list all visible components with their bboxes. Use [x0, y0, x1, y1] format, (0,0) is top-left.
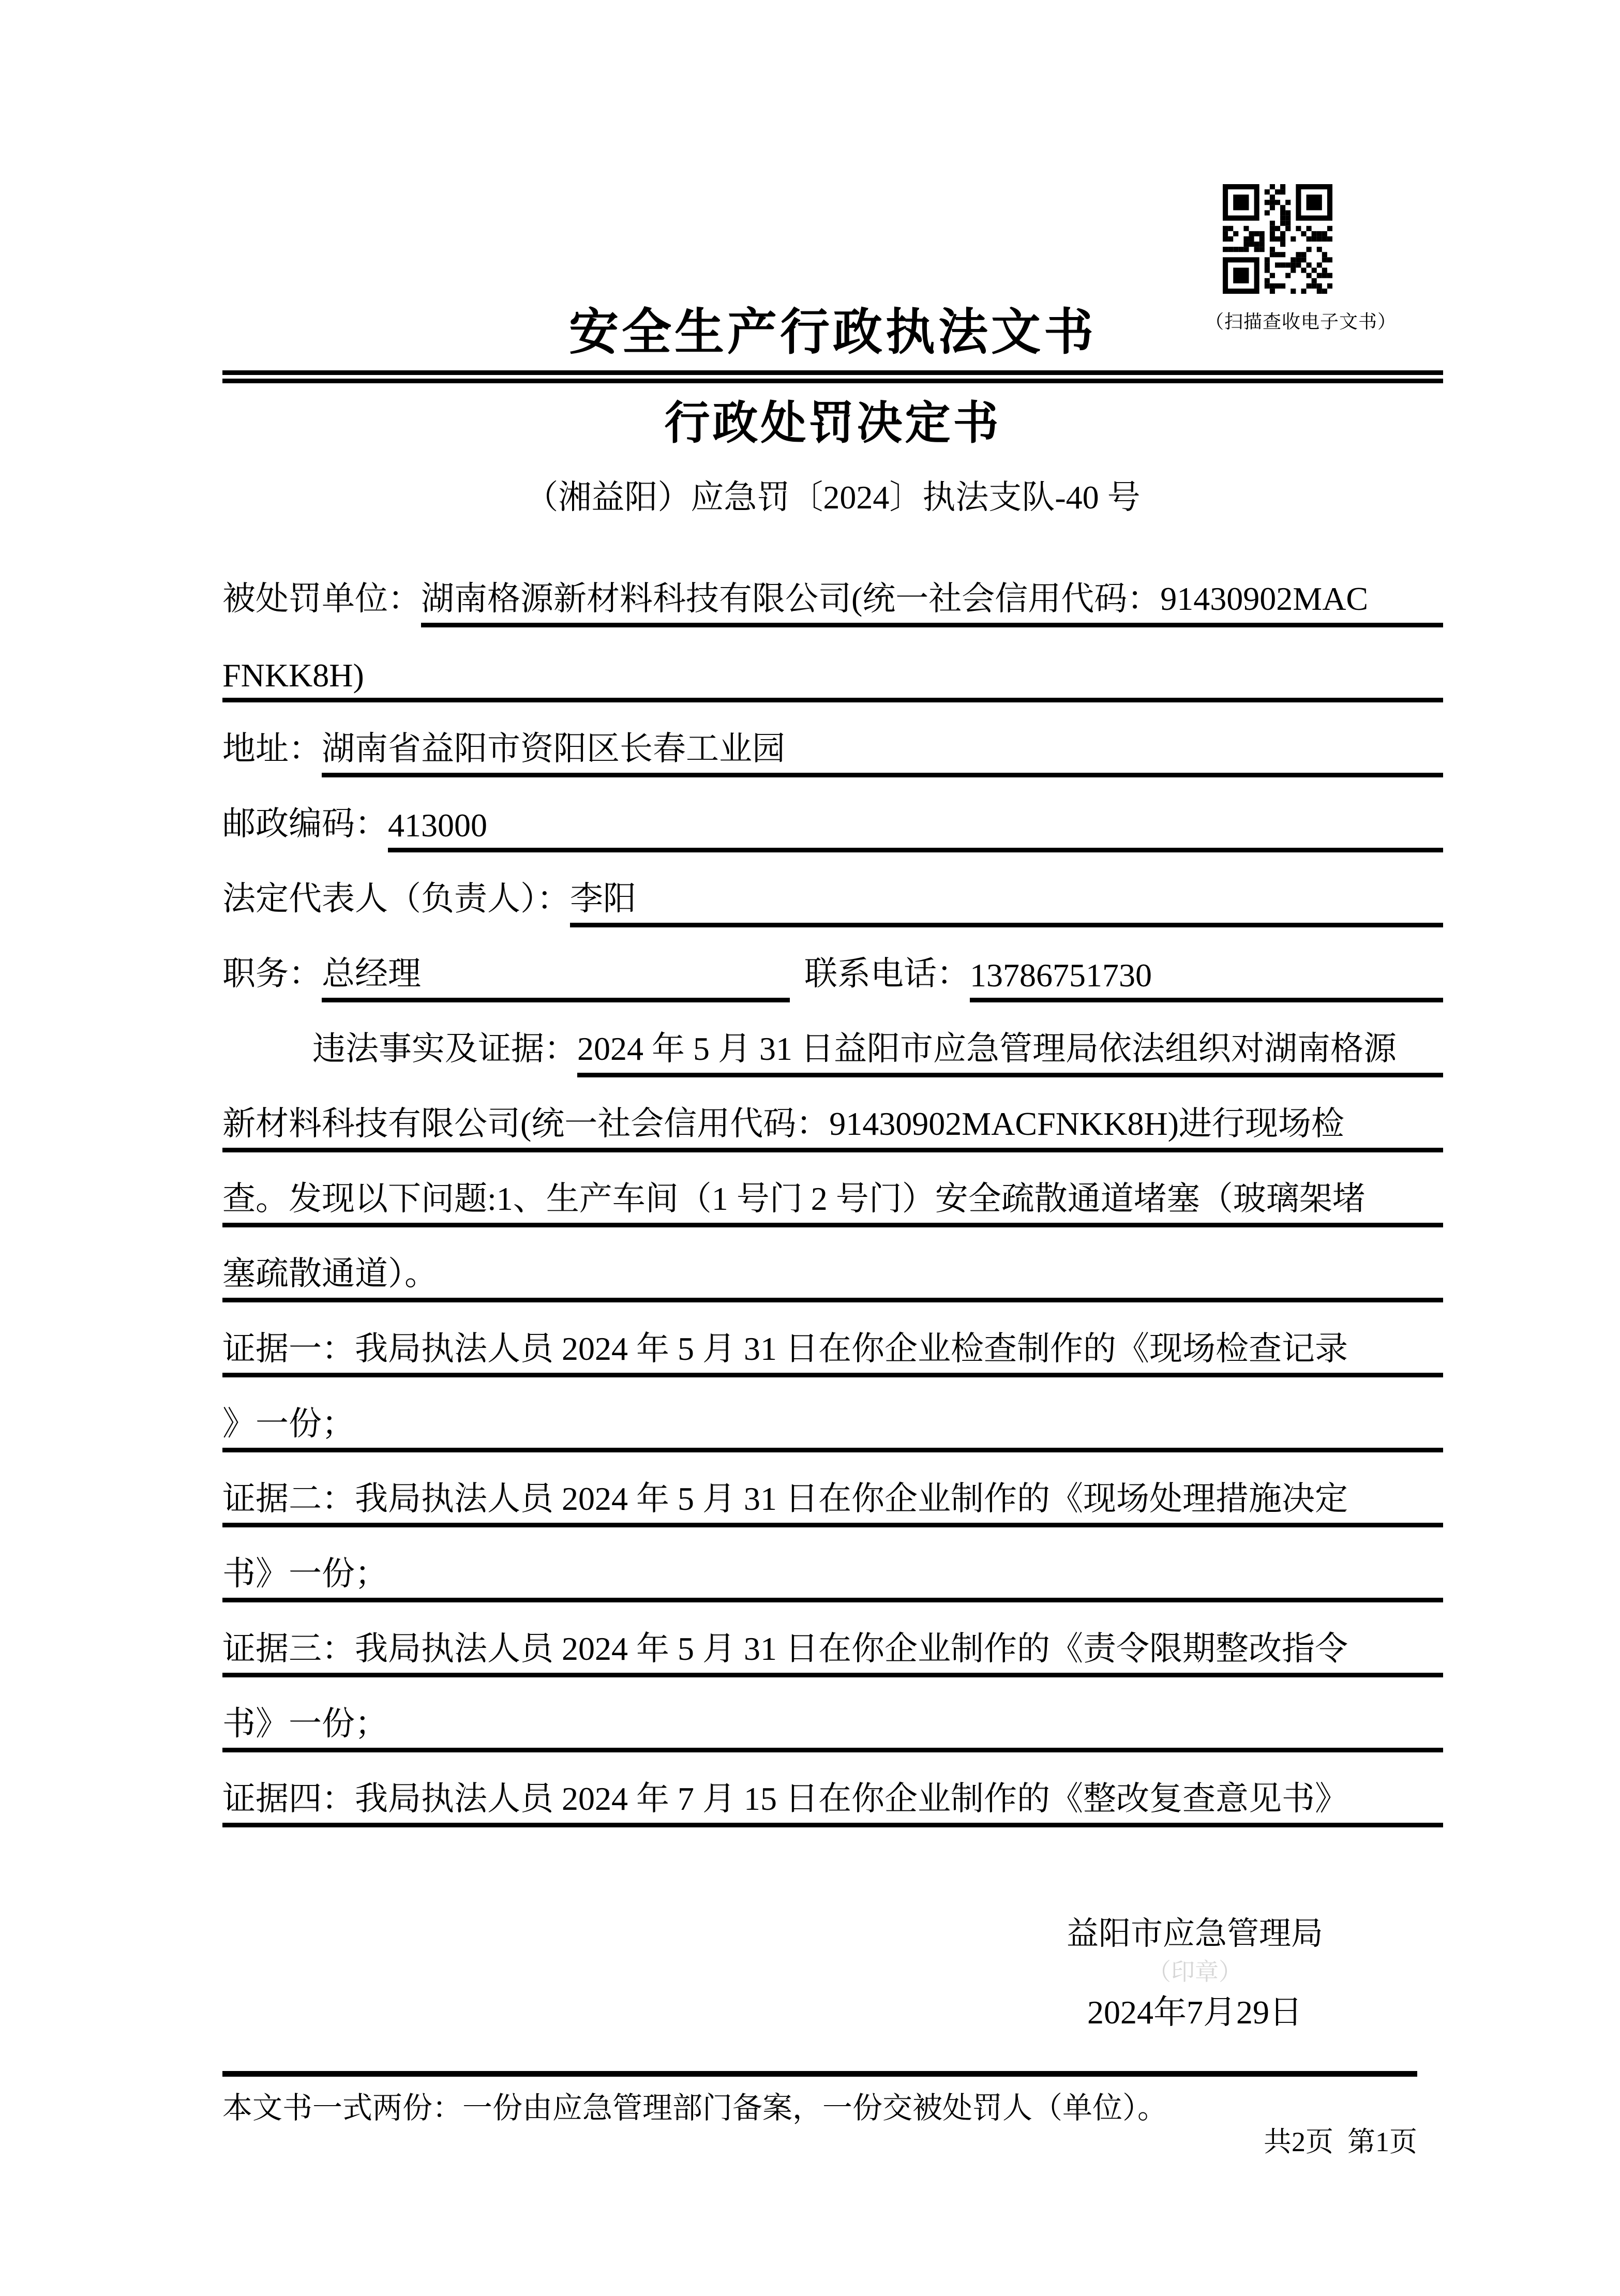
header-double-divider — [222, 370, 1443, 383]
evidence-3-line-2: 书》一份； — [222, 1697, 1443, 1752]
signature-block — [931, 1914, 1459, 2033]
facts-line-2: 新材料科技有限公司(统一社会信用代码：91430902MACFNKK8H)进行现场检 — [222, 1097, 1443, 1152]
evidence-row-5 — [222, 1602, 1443, 1677]
divider-line-top — [222, 370, 1443, 375]
qr-caption: （扫描查收电子文书） — [1205, 311, 1397, 332]
facts-row-3 — [222, 1152, 1443, 1227]
evidence-4-line-1: 证据四：我局执法人员 2024 年 7 月 15 日在你企业制作的《整改复查意见书》 — [222, 1772, 1443, 1827]
position-value: 总经理 — [322, 947, 790, 1002]
footer-divider — [222, 2071, 1417, 2077]
address-value: 湖南省益阳市资阳区长春工业园 — [322, 722, 1443, 777]
postcode-value: 413000 — [388, 806, 1443, 852]
postcode-label: 邮政编码： — [222, 805, 388, 842]
facts-row-2 — [222, 1077, 1443, 1152]
evidence-1-line-2: 》一份； — [222, 1397, 1443, 1452]
evidence-1-line-1: 证据一：我局执法人员 2024 年 5 月 31 日在你企业检查制作的《现场检查记录 — [222, 1322, 1443, 1377]
evidence-2-line-1: 证据二：我局执法人员 2024 年 5 月 31 日在你企业制作的《现场处理措施决定 — [222, 1472, 1443, 1527]
field-row-penalized-unit-continued — [222, 627, 1443, 702]
footer-note: 本文书一式两份：一份由应急管理部门备案，一份交被处罚人（单位）。 — [222, 2091, 1168, 2125]
phone-label: 联系电话： — [804, 955, 970, 992]
evidence-row-7 — [222, 1752, 1443, 1827]
penalized-unit-value-continued: FNKK8H) — [222, 656, 1443, 702]
evidence-row-6 — [222, 1677, 1443, 1752]
penalized-unit-label: 被处罚单位： — [222, 580, 421, 617]
pagination: 共2页 第1页 — [1264, 2126, 1417, 2157]
position-label: 职务： — [222, 955, 322, 992]
field-row-penalized-unit — [222, 552, 1443, 627]
evidence-row-4 — [222, 1527, 1443, 1602]
seal-watermark: （印章） — [1147, 1959, 1242, 1985]
form-body — [222, 552, 1443, 1827]
doc-category-title: 安全生产行政执法文书 — [569, 305, 1097, 360]
penalized-unit-value: 湖南格源新材料科技有限公司(统一社会信用代码：91430902MAC — [421, 572, 1443, 627]
issue-date: 2024年7月29日 — [1087, 1994, 1302, 2031]
evidence-row-3 — [222, 1452, 1443, 1527]
evidence-2-line-2: 书》一份； — [222, 1547, 1443, 1602]
facts-line-1: 2024 年 5 月 31 日益阳市应急管理局依法组织对湖南格源 — [577, 1022, 1443, 1077]
issuing-agency-name: 益阳市应急管理局 — [1066, 1916, 1323, 1952]
evidence-row-1 — [222, 1302, 1443, 1377]
facts-row-4 — [222, 1227, 1443, 1302]
doc-title: 行政处罚决定书 — [664, 399, 1001, 449]
field-row-postcode — [222, 777, 1443, 852]
legal-representative-value: 李阳 — [570, 872, 1443, 927]
qr-code-image — [1219, 184, 1336, 294]
phone-value: 13786751730 — [970, 956, 1443, 1002]
legal-representative-label: 法定代表人（负责人）： — [222, 880, 570, 917]
field-row-address — [222, 702, 1443, 777]
doc-number: （湘益阳）应急罚〔2024〕执法支队-40 号 — [525, 479, 1141, 516]
evidence-3-line-1: 证据三：我局执法人员 2024 年 5 月 31 日在你企业制作的《责令限期整改指令 — [222, 1622, 1443, 1677]
facts-line-3: 查。发现以下问题:1、生产车间（1 号门 2 号门）安全疏散通道堵塞（玻璃架堵 — [222, 1172, 1443, 1227]
address-label: 地址： — [222, 730, 322, 767]
facts-line-4: 塞疏散通道）。 — [222, 1247, 1443, 1302]
field-row-position-phone — [222, 927, 1443, 1002]
facts-label: 违法事实及证据： — [312, 1030, 577, 1067]
field-row-legal-representative — [222, 852, 1443, 927]
facts-row-1 — [222, 1002, 1443, 1077]
evidence-row-2 — [222, 1377, 1443, 1452]
divider-line-bottom — [222, 379, 1443, 383]
